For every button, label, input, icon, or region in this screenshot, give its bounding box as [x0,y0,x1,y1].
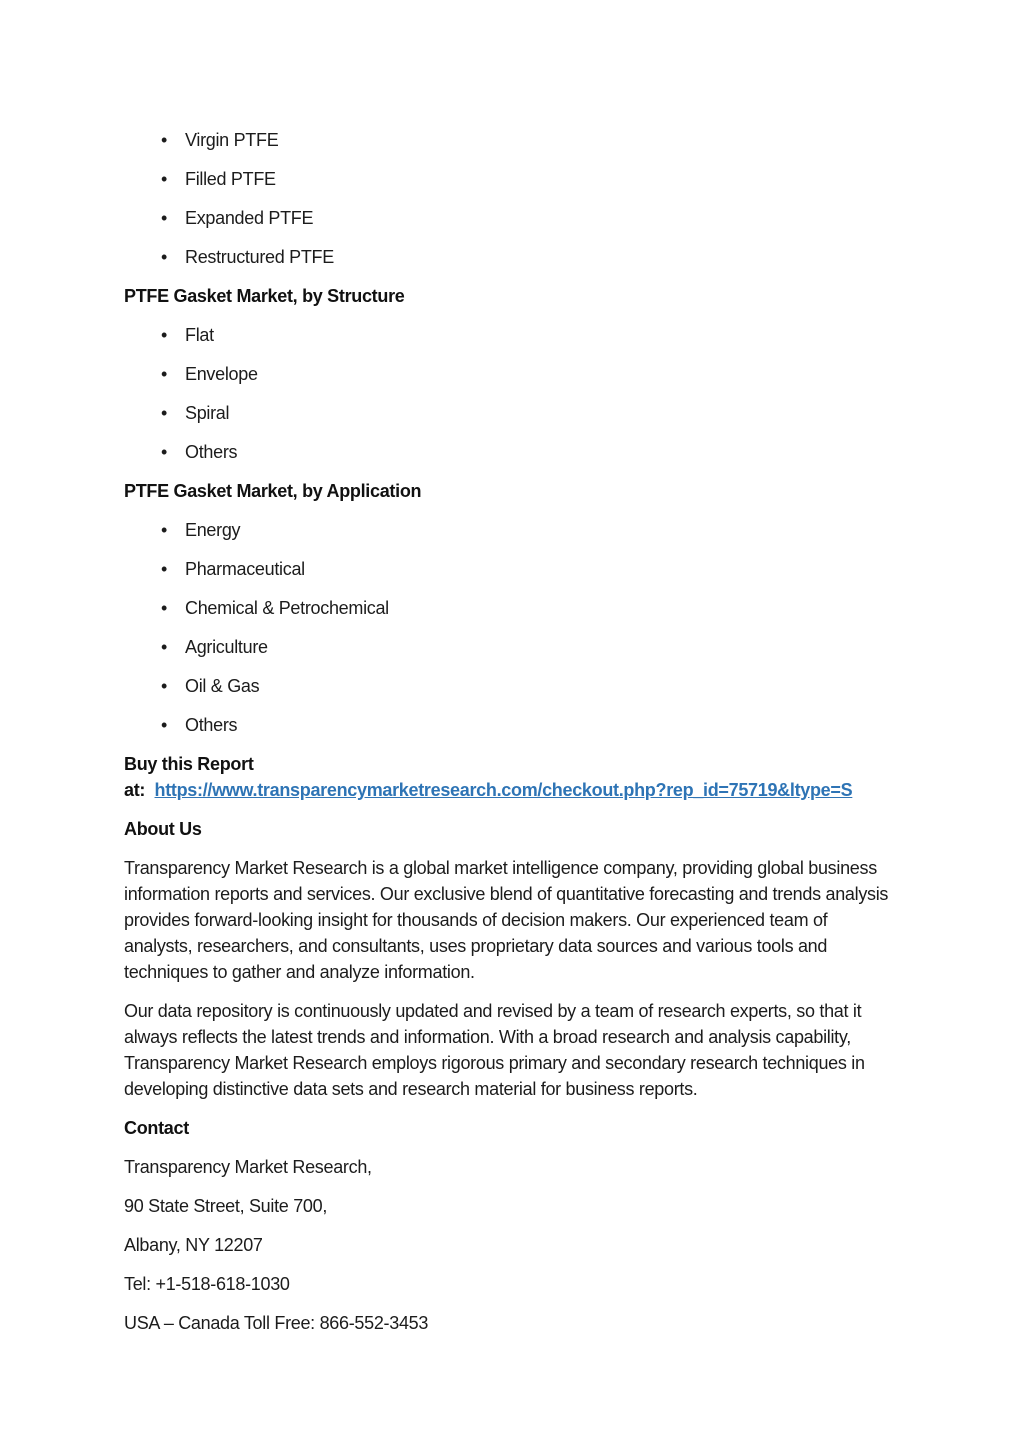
checkout-link[interactable]: https://www.transparencymarketresearch.com/checkout.php?rep_id=75719&ltype=S [154,780,853,800]
list-item: • Flat [124,322,899,348]
list-item: • Spiral [124,400,899,426]
document-body [124,127,899,1336]
list-item: • Oil & Gas [124,673,899,699]
contact-line: Transparency Market Research, [124,1157,372,1177]
contact-heading: Contact [124,1118,189,1138]
contact-line: Albany, NY 12207 [124,1235,263,1255]
about-us-paragraph-2: Our data repository is continuously updated and revised by a team of research experts, so that it always reflects the latest trends and information. With a broad research and analysis capability, Transparency Market Research employs rigorous primary and secondary research techniques in developing distinctive data sets and research material for business reports. [124,1001,865,1099]
list-item: • Others [124,439,899,465]
list-item: • Others [124,712,899,738]
list-item: • Virgin PTFE [124,127,899,153]
list-item: • Filled PTFE [124,166,899,192]
list-item: • Pharmaceutical [124,556,899,582]
contact-line: 90 State Street, Suite 700, [124,1196,328,1216]
about-us-heading: About Us [124,819,202,839]
contact-line: USA – Canada Toll Free: 866-552-3453 [124,1313,429,1333]
contact-line: Tel: +1-518-618-1030 [124,1274,290,1294]
list-item: • Envelope [124,361,899,387]
list-item: • Energy [124,517,899,543]
list-item: • Agriculture [124,634,899,660]
application-heading: PTFE Gasket Market, by Application [124,481,422,501]
structure-list [124,322,899,465]
list-item: • Expanded PTFE [124,205,899,231]
buy-report-block [124,751,899,803]
application-list [124,517,899,738]
contact-lines [124,1154,899,1336]
ptfe-type-list [124,127,899,270]
list-item: • Chemical & Petrochemical [124,595,899,621]
about-us-paragraph-1: Transparency Market Research is a global market intelligence company, providing global business information reports and services. Our exclusive blend of quantitative forecasting and trends analysis provides forward-looking insight for thousands of decision makers. Our experienced team of analysts, researchers, and consultants, uses proprietary data sources and various tools and techniques to gather and analyze information. [124,858,889,982]
structure-heading: PTFE Gasket Market, by Structure [124,286,405,306]
list-item: • Restructured PTFE [124,244,899,270]
buy-report-label: Buy this Report [124,754,254,774]
buy-report-at-label: at: [124,780,146,800]
